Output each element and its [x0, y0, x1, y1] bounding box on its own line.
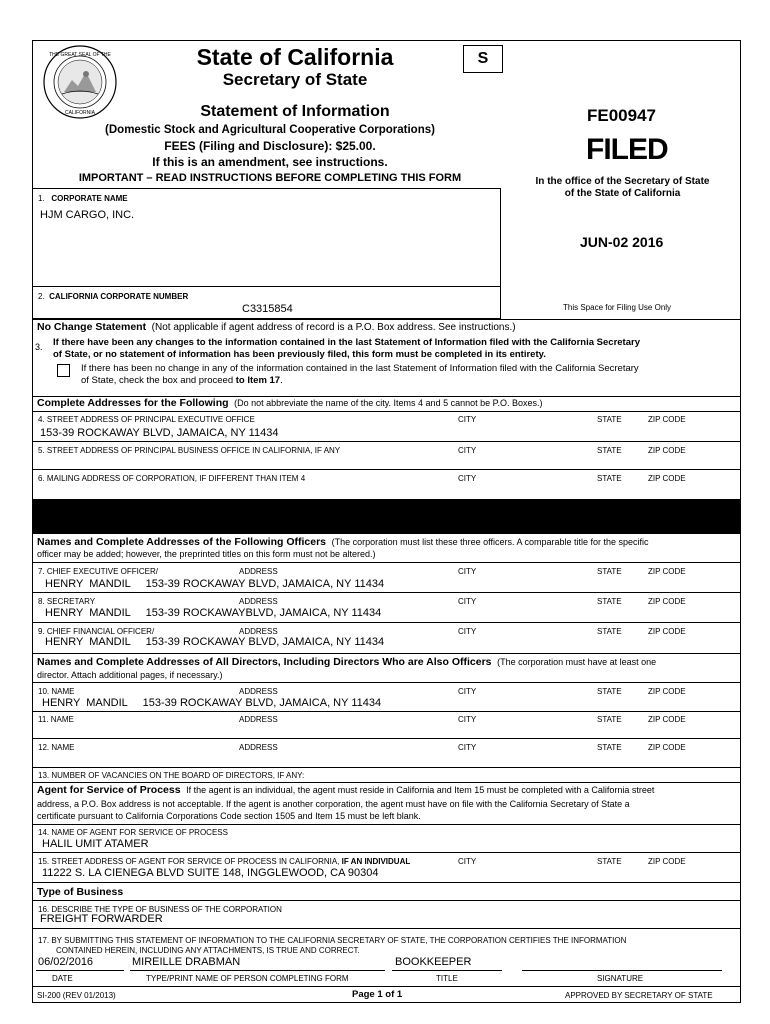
cert-title-value[interactable]: BOOKKEEPER	[395, 956, 472, 968]
item11-city-label: CITY	[458, 715, 477, 724]
statement-title: Statement of Information	[200, 103, 390, 120]
page-subtitle: Secretary of State	[222, 70, 368, 89]
divider	[32, 469, 741, 470]
item2-value[interactable]: C3315854	[242, 303, 293, 315]
item10-city-label: CITY	[458, 687, 477, 696]
item3-line1: If there have been any changes to the information contained in the last Statement of Information filed with the California Secretary	[53, 337, 640, 348]
item3-line2: of State, or no statement of information has been previously filed, this form must be completed in its entirety.	[53, 349, 546, 360]
item5-city-label: CITY	[458, 446, 477, 455]
item15-state-label: STATE	[597, 857, 622, 866]
item10-value[interactable]: HENRY MANDIL 153-39 ROCKAWAY BLVD, JAMAICA, NY 11434	[42, 697, 382, 709]
item15-city-label: CITY	[458, 857, 477, 866]
agent-text1: If the agent is an individual, the agent must reside in California and Item 15 must be completed with a California street	[186, 785, 655, 795]
item5-state-label: STATE	[597, 446, 622, 455]
directors-note-2: director. Attach additional pages, if necessary.)	[37, 670, 223, 680]
signature-underline	[522, 970, 722, 971]
item8-label: 8. SECRETARY	[38, 597, 96, 606]
date-underline	[36, 970, 124, 971]
cert-name-value[interactable]: MIREILLE DRABMAN	[132, 956, 241, 968]
item1-label-text: CORPORATE NAME	[51, 194, 128, 203]
directors-note: (The corporation must have at least one	[497, 657, 657, 667]
item10-zip-label: ZIP CODE	[648, 687, 686, 696]
item15-label-line	[38, 857, 410, 866]
item4-value[interactable]: 153-39 ROCKAWAY BLVD, JAMAICA, NY 11434	[40, 427, 279, 439]
fees-line: FEES (Filing and Disclosure): $25.00.	[164, 139, 376, 153]
filing-status: FILED	[586, 133, 668, 166]
item8-zip-label: ZIP CODE	[648, 597, 686, 606]
agent-heading-line	[37, 785, 737, 796]
item11-label: 11. NAME	[38, 715, 74, 724]
agent-text2: address, a P.O. Box address is not acceptable. If the agent is another corporation, the agent must have on file with the California Secretary of State a	[37, 799, 630, 809]
item16-value[interactable]: FREIGHT FORWARDER	[40, 913, 163, 925]
item13-label: 13. NUMBER OF VACANCIES ON THE BOARD OF DIRECTORS, IF ANY:	[38, 771, 305, 780]
name-label: TYPE/PRINT NAME OF PERSON COMPLETING FORM	[146, 974, 349, 983]
item4-zip-label: ZIP CODE	[648, 415, 686, 424]
item11-address-label: ADDRESS	[239, 715, 278, 724]
item1-value[interactable]: HJM CARGO, INC.	[40, 209, 135, 221]
item12-label: 12. NAME	[38, 743, 75, 752]
agent-heading: Agent for Service of Process	[37, 784, 181, 796]
item5-label: 5. STREET ADDRESS OF PRINCIPAL BUSINESS OFFICE IN CALIFORNIA, IF ANY	[38, 446, 341, 455]
item6-zip-label: ZIP CODE	[648, 474, 686, 483]
item10-state-label: STATE	[597, 687, 622, 696]
svg-text:THE GREAT SEAL OF THE: THE GREAT SEAL OF THE	[49, 52, 111, 58]
item7-state-label: STATE	[597, 567, 622, 576]
divider	[32, 592, 741, 593]
addresses-heading: Complete Addresses for the Following	[37, 397, 229, 409]
filing-office-line2: of the State of California	[564, 188, 681, 199]
item7-value[interactable]: HENRY MANDIL 153-39 ROCKAWAY BLVD, JAMAICA, NY 11434	[45, 578, 385, 590]
date-label: DATE	[52, 974, 73, 983]
directors-heading-line	[37, 657, 737, 668]
item1-num: 1.	[38, 194, 45, 203]
no-change-heading-line	[37, 322, 516, 333]
divider	[32, 882, 741, 883]
item6-state-label: STATE	[597, 474, 622, 483]
item16-label: 16. DESCRIBE THE TYPE OF BUSINESS OF THE CORPORATION	[38, 905, 282, 914]
item15-label: 15. STREET ADDRESS OF AGENT FOR SERVICE OF PROCESS IN CALIFORNIA,	[38, 857, 340, 866]
item9-state-label: STATE	[597, 627, 622, 636]
state-seal-icon	[42, 44, 118, 120]
divider	[32, 824, 741, 825]
item9-zip-label: ZIP CODE	[648, 627, 686, 636]
item3-check-line1: If there has been no change in any of the information contained in the last Statement of Information filed with the California Secretary	[81, 363, 639, 374]
item7-address-label: ADDRESS	[239, 567, 278, 576]
title-underline	[392, 970, 502, 971]
item8-address-label: ADDRESS	[239, 597, 278, 606]
item9-value[interactable]: HENRY MANDIL 153-39 ROCKAWAY BLVD, JAMAICA, NY 11434	[45, 636, 385, 648]
business-heading	[37, 887, 123, 898]
svg-text:CALIFORNIA: CALIFORNIA	[64, 110, 96, 116]
item3-check-bold: to Item 17	[235, 375, 281, 386]
item6-label: 6. MAILING ADDRESS OF CORPORATION, IF DIFFERENT THAN ITEM 4	[38, 474, 306, 483]
item11-zip-label: ZIP CODE	[648, 715, 686, 724]
divider	[32, 738, 741, 739]
no-change-note: (Not applicable if agent address of record is a P.O. Box address. See instructions.)	[151, 322, 516, 333]
item3-check-text: of State, check the box and proceed	[81, 375, 236, 386]
name-underline	[130, 970, 385, 971]
filing-office-line1: In the office of the Secretary of State	[535, 176, 710, 187]
item15-zip-label: ZIP CODE	[648, 857, 686, 866]
divider	[32, 852, 741, 853]
statement-subtitle: (Domestic Stock and Agricultural Cooperative Corporations)	[105, 124, 435, 136]
item7-zip-label: ZIP CODE	[648, 567, 686, 576]
filing-space-note: This Space for Filing Use Only	[563, 303, 672, 312]
item2-num: 2.	[38, 292, 45, 301]
item10-address-label: ADDRESS	[239, 687, 278, 696]
item4-city-label: CITY	[458, 415, 477, 424]
filing-number: FE00947	[587, 106, 656, 125]
item7-city-label: CITY	[458, 567, 477, 576]
item14-value[interactable]: HALIL UMIT ATAMER	[42, 838, 149, 850]
divider	[32, 682, 741, 683]
item4-state-label: STATE	[597, 415, 622, 424]
item5-zip-label: ZIP CODE	[648, 446, 686, 455]
divider	[32, 767, 741, 768]
filing-date: JUN-02 2016	[580, 234, 664, 250]
directors-heading: Names and Complete Addresses of All Directors, Including Directors Who are Also Officers	[37, 656, 492, 668]
page-title: State of California	[196, 44, 394, 70]
divider	[32, 286, 501, 287]
item3-num: 3.	[35, 342, 43, 352]
item8-value[interactable]: HENRY MANDIL 153-39 ROCKAWAYBLVD, JAMAICA, NY 11434	[45, 607, 382, 619]
amendment-line: If this is an amendment, see instructions.	[152, 155, 388, 169]
item17-line1: 17. BY SUBMITTING THIS STATEMENT OF INFORMATION TO THE CALIFORNIA SECRETARY OF STATE, THE CORPORATION CERTIFIES THE INFORMATION	[38, 936, 627, 945]
officers-note-2: officer may be added; however, the preprinted titles on this form must not be altered.)	[37, 549, 376, 559]
item2-label-text: CALIFORNIA CORPORATE NUMBER	[49, 292, 189, 301]
important-line: IMPORTANT – READ INSTRUCTIONS BEFORE COMPLETING THIS FORM	[78, 172, 462, 184]
signature-label: SIGNATURE	[597, 974, 644, 983]
business-heading-text: Type of Business	[37, 886, 124, 898]
item3-check-line2	[81, 375, 283, 386]
item15-value[interactable]: 11222 S. LA CIENEGA BLVD SUITE 148, INGGLEWOOD, CA 90304	[42, 867, 379, 879]
agent-text3: certificate pursuant to California Corporations Code section 1505 and Item 15 must be left blank.	[37, 811, 421, 821]
item8-state-label: STATE	[597, 597, 622, 606]
item12-address-label: ADDRESS	[239, 743, 278, 752]
item6-city-label: CITY	[458, 474, 477, 483]
officers-note: (The corporation must list these three officers. A comparable title for the specific	[331, 537, 649, 547]
divider	[32, 653, 741, 654]
item4-label: 4. STREET ADDRESS OF PRINCIPAL EXECUTIVE OFFICE	[38, 415, 255, 424]
divider	[32, 986, 741, 987]
divider	[32, 782, 741, 783]
divider	[32, 900, 741, 901]
divider	[32, 928, 741, 929]
item12-city-label: CITY	[458, 743, 477, 752]
page-number: Page 1 of 1	[352, 989, 403, 1000]
form-letter-box: S	[463, 45, 503, 73]
item14-label: 14. NAME OF AGENT FOR SERVICE OF PROCESS	[38, 828, 228, 837]
item12-zip-label: ZIP CODE	[648, 743, 686, 752]
item17-line2: CONTAINED HEREIN, INCLUDING ANY ATTACHMENTS, IS TRUE AND CORRECT.	[56, 946, 360, 955]
divider	[32, 411, 741, 412]
approved-label: APPROVED BY SECRETARY OF STATE	[565, 991, 713, 1000]
item10-label: 10. NAME	[38, 687, 75, 696]
officers-heading: Names and Complete Addresses of the Following Officers	[37, 536, 327, 548]
addresses-heading-line	[37, 398, 542, 409]
item2-label	[38, 292, 188, 301]
item3-check-end: .	[280, 375, 283, 386]
title-label: TITLE	[436, 974, 458, 983]
item1-label	[38, 194, 128, 203]
item11-state-label: STATE	[597, 715, 622, 724]
redaction-band	[32, 499, 741, 534]
divider	[32, 622, 741, 623]
item9-city-label: CITY	[458, 627, 477, 636]
cert-date-value[interactable]: 06/02/2016	[38, 956, 94, 968]
item9-label: 9. CHIEF FINANCIAL OFFICER/	[38, 627, 155, 636]
item15-label-bold: IF AN INDIVIDUAL	[341, 857, 411, 866]
item8-city-label: CITY	[458, 597, 477, 606]
divider	[32, 562, 741, 563]
item7-label: 7. CHIEF EXECUTIVE OFFICER/	[38, 567, 159, 576]
addresses-note: (Do not abbreviate the name of the city. Items 4 and 5 cannot be P.O. Boxes.)	[234, 398, 543, 408]
officers-heading-line	[37, 537, 737, 548]
divider	[32, 711, 741, 712]
divider	[32, 441, 741, 442]
no-change-checkbox[interactable]	[57, 364, 70, 377]
item9-address-label: ADDRESS	[239, 627, 278, 636]
form-id: SI-200 (REV 01/2013)	[37, 991, 116, 1000]
no-change-heading: No Change Statement	[37, 321, 147, 333]
item12-state-label: STATE	[597, 743, 622, 752]
